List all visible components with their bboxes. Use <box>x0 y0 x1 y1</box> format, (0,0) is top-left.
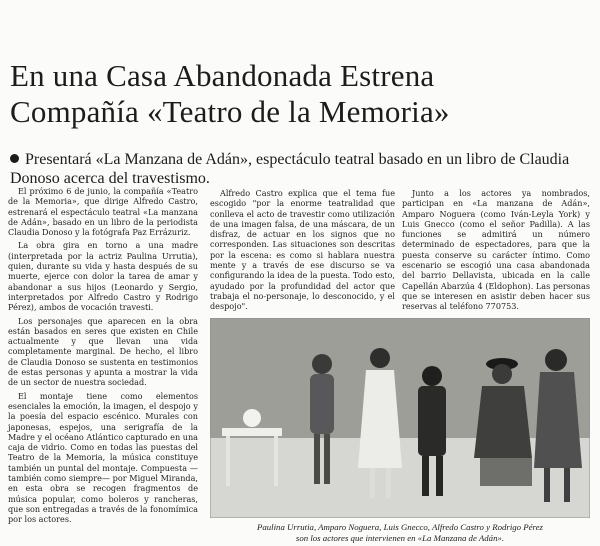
column-3 <box>402 188 590 315</box>
caption-line-1: Paulina Urrutia, Amparo Noguera, Luis Gnecco, Alfredo Castro y Rodrigo Pérez <box>257 522 543 532</box>
paragraph: El montaje tiene como elementos esenciales la emoción, la imagen, el despojo y la poesía del espacio escénico. Murales con japonesas, espejos, una serigrafía de la Madre y el océano Atlántico capturado en una caja de vidrio. Como en todas las puestas del Teatro de la Memoria, la música constituye también un puntal del montaje. Compuesta —también como siempre— por Miguel Miranda, en esta obra se recogen fragmentos de música popular, como boleros y rancheras, que son entregadas a través de la fonomímica por los actores. <box>8 390 198 525</box>
subheadline <box>10 150 590 188</box>
bullet-icon <box>10 154 19 163</box>
photo-caption <box>210 522 590 544</box>
paragraph: El próximo 6 de junio, la compañía «Teatro de la Memoria», que dirige Alfredo Castro, estrenará el espectáculo teatral «La manzana de Adán», basado en un libro de la periodista Claudia Donoso y la fotógrafa Paz Errázuriz. <box>8 186 198 238</box>
caption-line-2: son los actores que intervienen en «La Manzana de Adán». <box>295 533 505 543</box>
paragraph: Los personajes que aparecen en la obra están basados en seres que existen en Chile actualmente y que llevan una vida completamente marginal. De hecho, el libro de Claudia Donoso se sustenta en testimonios de estas personas y apunta a mostrar la vida de un sector de nuestra sociedad. <box>8 315 198 388</box>
headline-line-2: Compañía «Teatro de la Memoria» <box>10 94 450 129</box>
headline <box>10 58 590 130</box>
paragraph: La obra gira en torno a una madre (interpretada por la actriz Paulina Urrutia), quien, durante su vida y hasta después de su muerte, ejerce con dolor la tarea de amar y abandonar a sus hijos (Leonardo y Sergio, interpretados por Alfredo Castro y Rodrigo Pérez), ambos de vocación travesti. <box>8 240 198 313</box>
column-2 <box>210 188 395 315</box>
subheadline-text: Presentará «La Manzana de Adán», espectáculo teatral basado en un libro de Claudia Donoso acerca del travestismo. <box>10 151 570 187</box>
headline-line-1: En una Casa Abandonada Estrena <box>10 58 435 93</box>
cast-photo <box>210 318 590 518</box>
column-1 <box>8 186 198 528</box>
paragraph: Alfredo Castro explica que el tema fue escogido "por la enorme teatralidad que conlleva el acto de travestir como utilización de una imagen falsa, de una máscara, de un disfraz, de actuar en los signos que no corresponden. Las situaciones son descritas por la escena: es como si hablara nuestra mente y a través de ese discurso se va configurando la idea de la puesta. Todo esto, ayudado por la profundidad del actor que trabaja el no-personaje, lo desconocido, y el despojo". <box>210 188 395 312</box>
cast-photo-image <box>210 318 590 518</box>
paragraph: Junto a los actores ya nombrados, participan en «La manzana de Adán», Amparo Noguera (como Iván-Leyla York) y Luis Gnecco (como el señor Padilla). A las funciones se admitirá un número determinado de espectadores, para que la puesta conserve su carácter íntimo. Como escenario se escogió una casa abandonada del barrio Dellavista, ubicada en la calle Capellán Abarzúa 4 (Eldophon). Las personas que se interesen en asistir deben hacer sus reservas al teléfono 770753. <box>402 188 590 312</box>
